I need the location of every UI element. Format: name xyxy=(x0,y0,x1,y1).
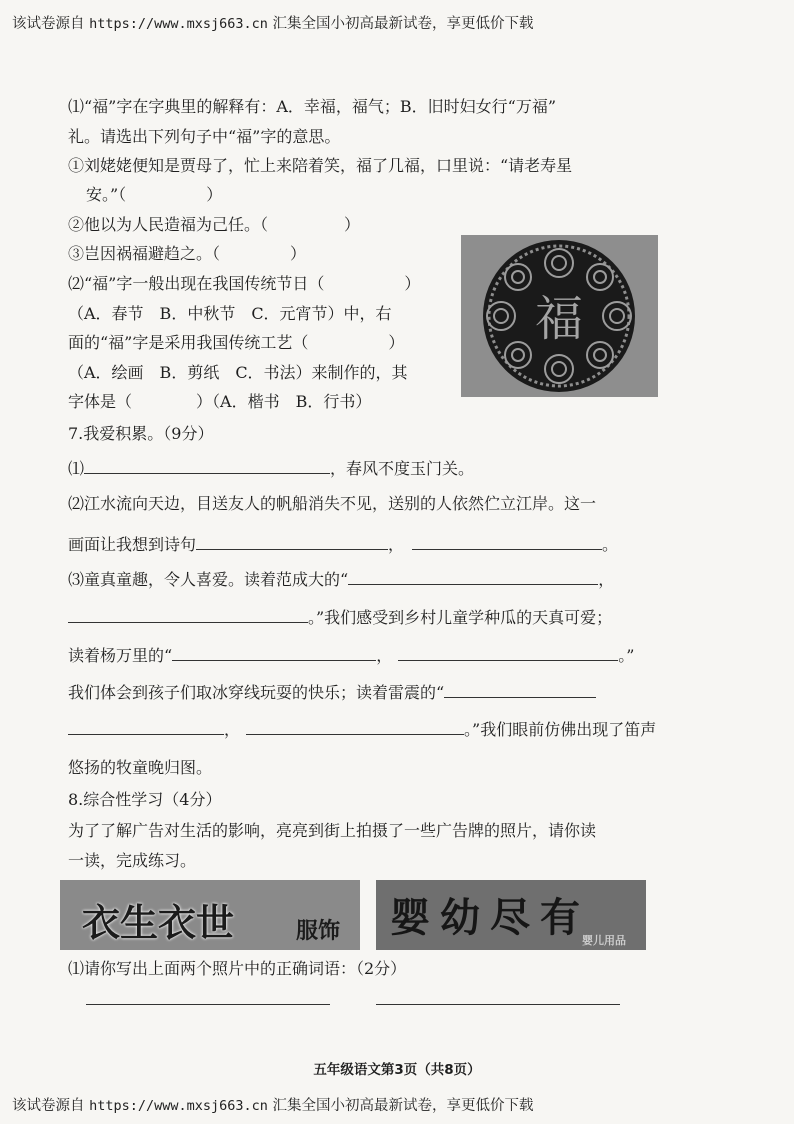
s7-q3-line1 xyxy=(68,568,614,591)
s7-q1-blank[interactable] xyxy=(84,457,330,474)
s8-intro-line2: 一读，完成练习。 xyxy=(68,851,197,870)
fu-papercut-svg xyxy=(461,235,658,397)
watermark-suffix: 汇集全国小初高最新试卷，享更低价下载 xyxy=(272,16,534,32)
s6-q2-line5-options: ）（A．楷书 B．行书） xyxy=(196,392,372,411)
s7-q3-line3-prompt: 读着杨万里的“ xyxy=(68,646,173,665)
billboard-2-sub: 婴儿用品 xyxy=(582,934,626,947)
s7-q2-period: 。 xyxy=(602,535,619,554)
s7-q3-blank-6[interactable] xyxy=(68,718,224,735)
s7-q3-line5-text: 。”我们眼前仿佛出现了笛声 xyxy=(464,720,657,739)
s6-item3 xyxy=(68,243,306,265)
s6-item1-line2 xyxy=(86,184,222,206)
s7-q2-comma: ， xyxy=(388,535,405,554)
watermark-url[interactable]: https://www.mxsj663.cn xyxy=(89,16,268,32)
watermark-url-bottom[interactable]: https://www.mxsj663.cn xyxy=(89,1098,268,1114)
s7-q2-blank-2[interactable] xyxy=(412,533,602,550)
watermark-suffix-bottom: 汇集全国小初高最新试卷，享更低价下载 xyxy=(272,1098,534,1114)
s7-q3-comma-1: ， xyxy=(598,570,615,589)
s7-q1 xyxy=(68,457,474,480)
s7-q3-comma-3: ， xyxy=(224,720,241,739)
s7-q3-line3 xyxy=(68,644,634,667)
s6-item1-text: 安。”（ xyxy=(86,185,127,204)
top-watermark xyxy=(12,12,534,33)
s8-answer-line-2[interactable] xyxy=(376,1004,620,1005)
s7-q3-line2 xyxy=(68,606,612,629)
s6-q1-line2: 礼。请选出下列句子中“福”字的意思。 xyxy=(68,127,341,146)
s6-q2-line3 xyxy=(68,332,404,354)
s7-title: 7.我爱积累。（9分） xyxy=(68,424,214,443)
s6-q1-line1: ⑴“福”字在字典里的解释有：A．幸福，福气；B．旧时妇女行“万福” xyxy=(68,97,557,116)
s6-q2-close: ） xyxy=(404,274,421,293)
s6-q2-line5-text: 字体是（ xyxy=(68,392,133,411)
s8-intro-line1: 为了了解广告对生活的影响，亮亮到街上拍摄了一些广告牌的照片，请你读 xyxy=(68,821,597,840)
s7-q3-blank-1[interactable] xyxy=(348,568,598,585)
s6-item3-close: ） xyxy=(290,244,307,263)
s6-q2-line2: （A．春节 B．中秋节 C．元宵节）中，右 xyxy=(68,304,392,323)
billboard-photo-2 xyxy=(376,880,646,950)
s7-q3-line4-text: 我们体会到孩子们取冰穿线玩耍的快乐；读着雷震的“ xyxy=(68,683,445,702)
s7-q3-line4 xyxy=(68,681,596,704)
s8-q1: ⑴请你写出上面两个照片中的正确词语：（2分） xyxy=(68,959,407,978)
s7-q3-line6: 悠扬的牧童晚归图。 xyxy=(68,758,213,777)
s7-q3-blank-5[interactable] xyxy=(444,681,596,698)
billboard-photo-1 xyxy=(60,880,360,950)
watermark-prefix: 该试卷源自 xyxy=(12,16,85,32)
page-footer: 五年级语文第3页（共8页） xyxy=(313,1062,481,1078)
s7-q3-line5 xyxy=(68,718,656,741)
s7-q2-blank-1[interactable] xyxy=(196,533,388,550)
s6-item1-line1: ①刘姥姥便知是贾母了，忙上来陪着笑，福了几福，口里说：“请老寿星 xyxy=(68,156,573,175)
s7-q3-comma-2: ， xyxy=(376,646,393,665)
s6-q2-line5 xyxy=(68,391,371,413)
s6-q2-line4: （A．绘画 B．剪纸 C．书法）来制作的，其 xyxy=(68,363,408,382)
s7-q3-close-quote: 。” xyxy=(618,646,635,665)
s6-q2-line3-close: ） xyxy=(388,333,405,352)
s7-q1-num: ⑴ xyxy=(68,459,85,478)
papercut-fu-char: 福 xyxy=(534,291,584,347)
s7-q3-line2-text: 。”我们感受到乡村儿童学种瓜的天真可爱； xyxy=(308,608,613,627)
s7-q1-text: ，春风不度玉门关。 xyxy=(330,459,475,478)
billboard-1-main: 衣生衣世 xyxy=(82,901,235,945)
billboard-1-sub: 服饰 xyxy=(296,919,341,944)
s7-q3-blank-2[interactable] xyxy=(68,606,308,623)
s7-q3-blank-4[interactable] xyxy=(398,644,618,661)
s7-q3-blank-3[interactable] xyxy=(172,644,376,661)
s6-item3-text: ③岂因祸福避趋之。（ xyxy=(68,244,221,263)
s6-q2-line3-text: 面的“福”字是采用我国传统工艺（ xyxy=(68,333,309,352)
s7-q2-line1: ⑵江水流向天边，目送友人的帆船消失不见，送别的人依然伫立江岸。这一 xyxy=(68,494,597,513)
s7-q3-prompt: ⑶童真童趣，令人喜爱。读着范成大的“ xyxy=(68,570,349,589)
s7-q2-line2 xyxy=(68,533,618,556)
billboard-2-main: 婴幼尽有 xyxy=(390,895,590,941)
fu-papercut-image xyxy=(461,235,658,397)
s8-title: 8.综合性学习（4分） xyxy=(68,790,222,809)
s6-item2-close: ） xyxy=(344,215,361,234)
bottom-watermark xyxy=(12,1094,534,1115)
s6-item2 xyxy=(68,214,360,236)
watermark-prefix-bottom: 该试卷源自 xyxy=(12,1098,85,1114)
s6-q2-text: ⑵“福”字一般出现在我国传统节日（ xyxy=(68,274,325,293)
s6-item1-close: ） xyxy=(206,185,223,204)
s7-q3-blank-7[interactable] xyxy=(246,718,464,735)
s8-answer-line-1[interactable] xyxy=(86,1004,330,1005)
s7-q2-prompt: 画面让我想到诗句 xyxy=(68,535,197,554)
s6-item2-text: ②他以为人民造福为己任。（ xyxy=(68,215,269,234)
s6-q2-line1 xyxy=(68,273,420,295)
